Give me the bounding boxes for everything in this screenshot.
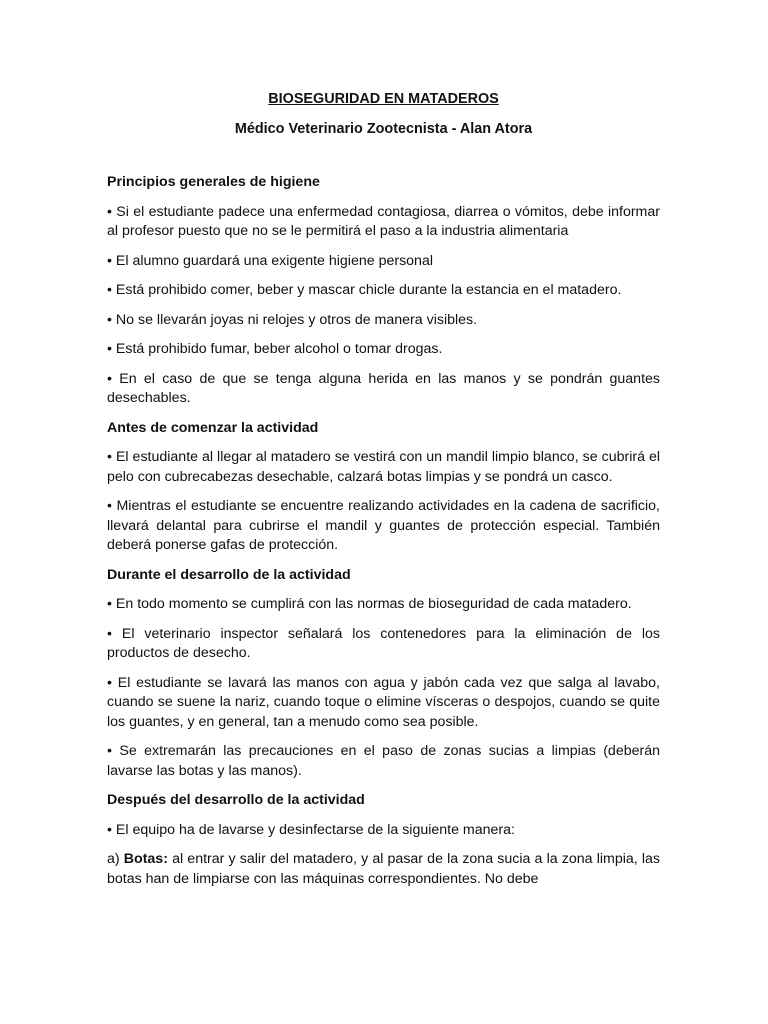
paragraph: • No se llevarán joyas ni relojes y otros de manera visibles. xyxy=(107,311,478,328)
paragraph: • El equipo ha de lavarse y desinfectarse de la siguiente manera: xyxy=(107,821,515,838)
section-despues xyxy=(107,791,660,889)
item-label: Botas: xyxy=(123,851,168,867)
paragraph: • Se extremarán las precauciones en el paso de zonas sucias a limpias (deberán lavarse las botas y las manos). xyxy=(107,743,660,779)
paragraph-item-a xyxy=(107,850,660,889)
section-heading: Antes de comenzar la actividad xyxy=(107,419,319,436)
paragraph: • Si el estudiante padece una enfermedad contagiosa, diarrea o vómitos, debe informar al profesor puesto que no se le permitirá el paso a la industria alimentaria xyxy=(107,203,660,239)
section-heading: Después del desarrollo de la actividad xyxy=(107,792,365,808)
document-subtitle: Médico Veterinario Zootecnista - Alan Atora xyxy=(234,120,533,137)
section-principios xyxy=(107,173,660,409)
paragraph: • El estudiante al llegar al matadero se vestirá con un mandil limpio blanco, se cubrirá el pelo con cubrecabezas desechable, calzará botas limpias y se pondrá un casco. xyxy=(107,449,660,485)
paragraph: • El alumno guardará una exigente higiene personal xyxy=(107,252,433,269)
paragraph: • El estudiante se lavará las manos con agua y jabón cada vez que salga al lavabo, cuando se suene la nariz, cuando toque o elimine vísceras o despojos, cuando se quite los guantes, y en general, tan a menudo como sea posible. xyxy=(107,674,660,730)
section-heading: Principios generales de higiene xyxy=(107,174,320,190)
section-heading: Durante el desarrollo de la actividad xyxy=(107,566,351,583)
paragraph: • En todo momento se cumplirá con las normas de bioseguridad de cada matadero. xyxy=(107,596,632,612)
document-title: BIOSEGURIDAD EN MATADEROS xyxy=(268,91,499,107)
section-durante xyxy=(107,566,660,782)
section-antes xyxy=(107,419,660,556)
paragraph: • Está prohibido comer, beber y mascar chicle durante la estancia en el matadero. xyxy=(107,282,622,298)
item-prefix: a) xyxy=(107,851,124,867)
paragraph: • Está prohibido fumar, beber alcohol o tomar drogas. xyxy=(107,341,443,357)
paragraph: • Mientras el estudiante se encuentre realizando actividades en la cadena de sacrificio, llevará delantal para cubrirse el mandil y guantes de protección especial. También deberá ponerse gafas de protección. xyxy=(107,498,660,553)
paragraph: • El veterinario inspector señalará los contenedores para la eliminación de los productos de desecho. xyxy=(107,625,660,661)
paragraph: • En el caso de que se tenga alguna herida en las manos y se pondrán guantes desechables. xyxy=(107,370,660,406)
item-text: al entrar y salir del matadero, y al pasar de la zona sucia a la zona limpia, las botas han de limpiarse con las máquinas correspondientes. No debe xyxy=(107,851,660,887)
document-page xyxy=(107,90,660,899)
